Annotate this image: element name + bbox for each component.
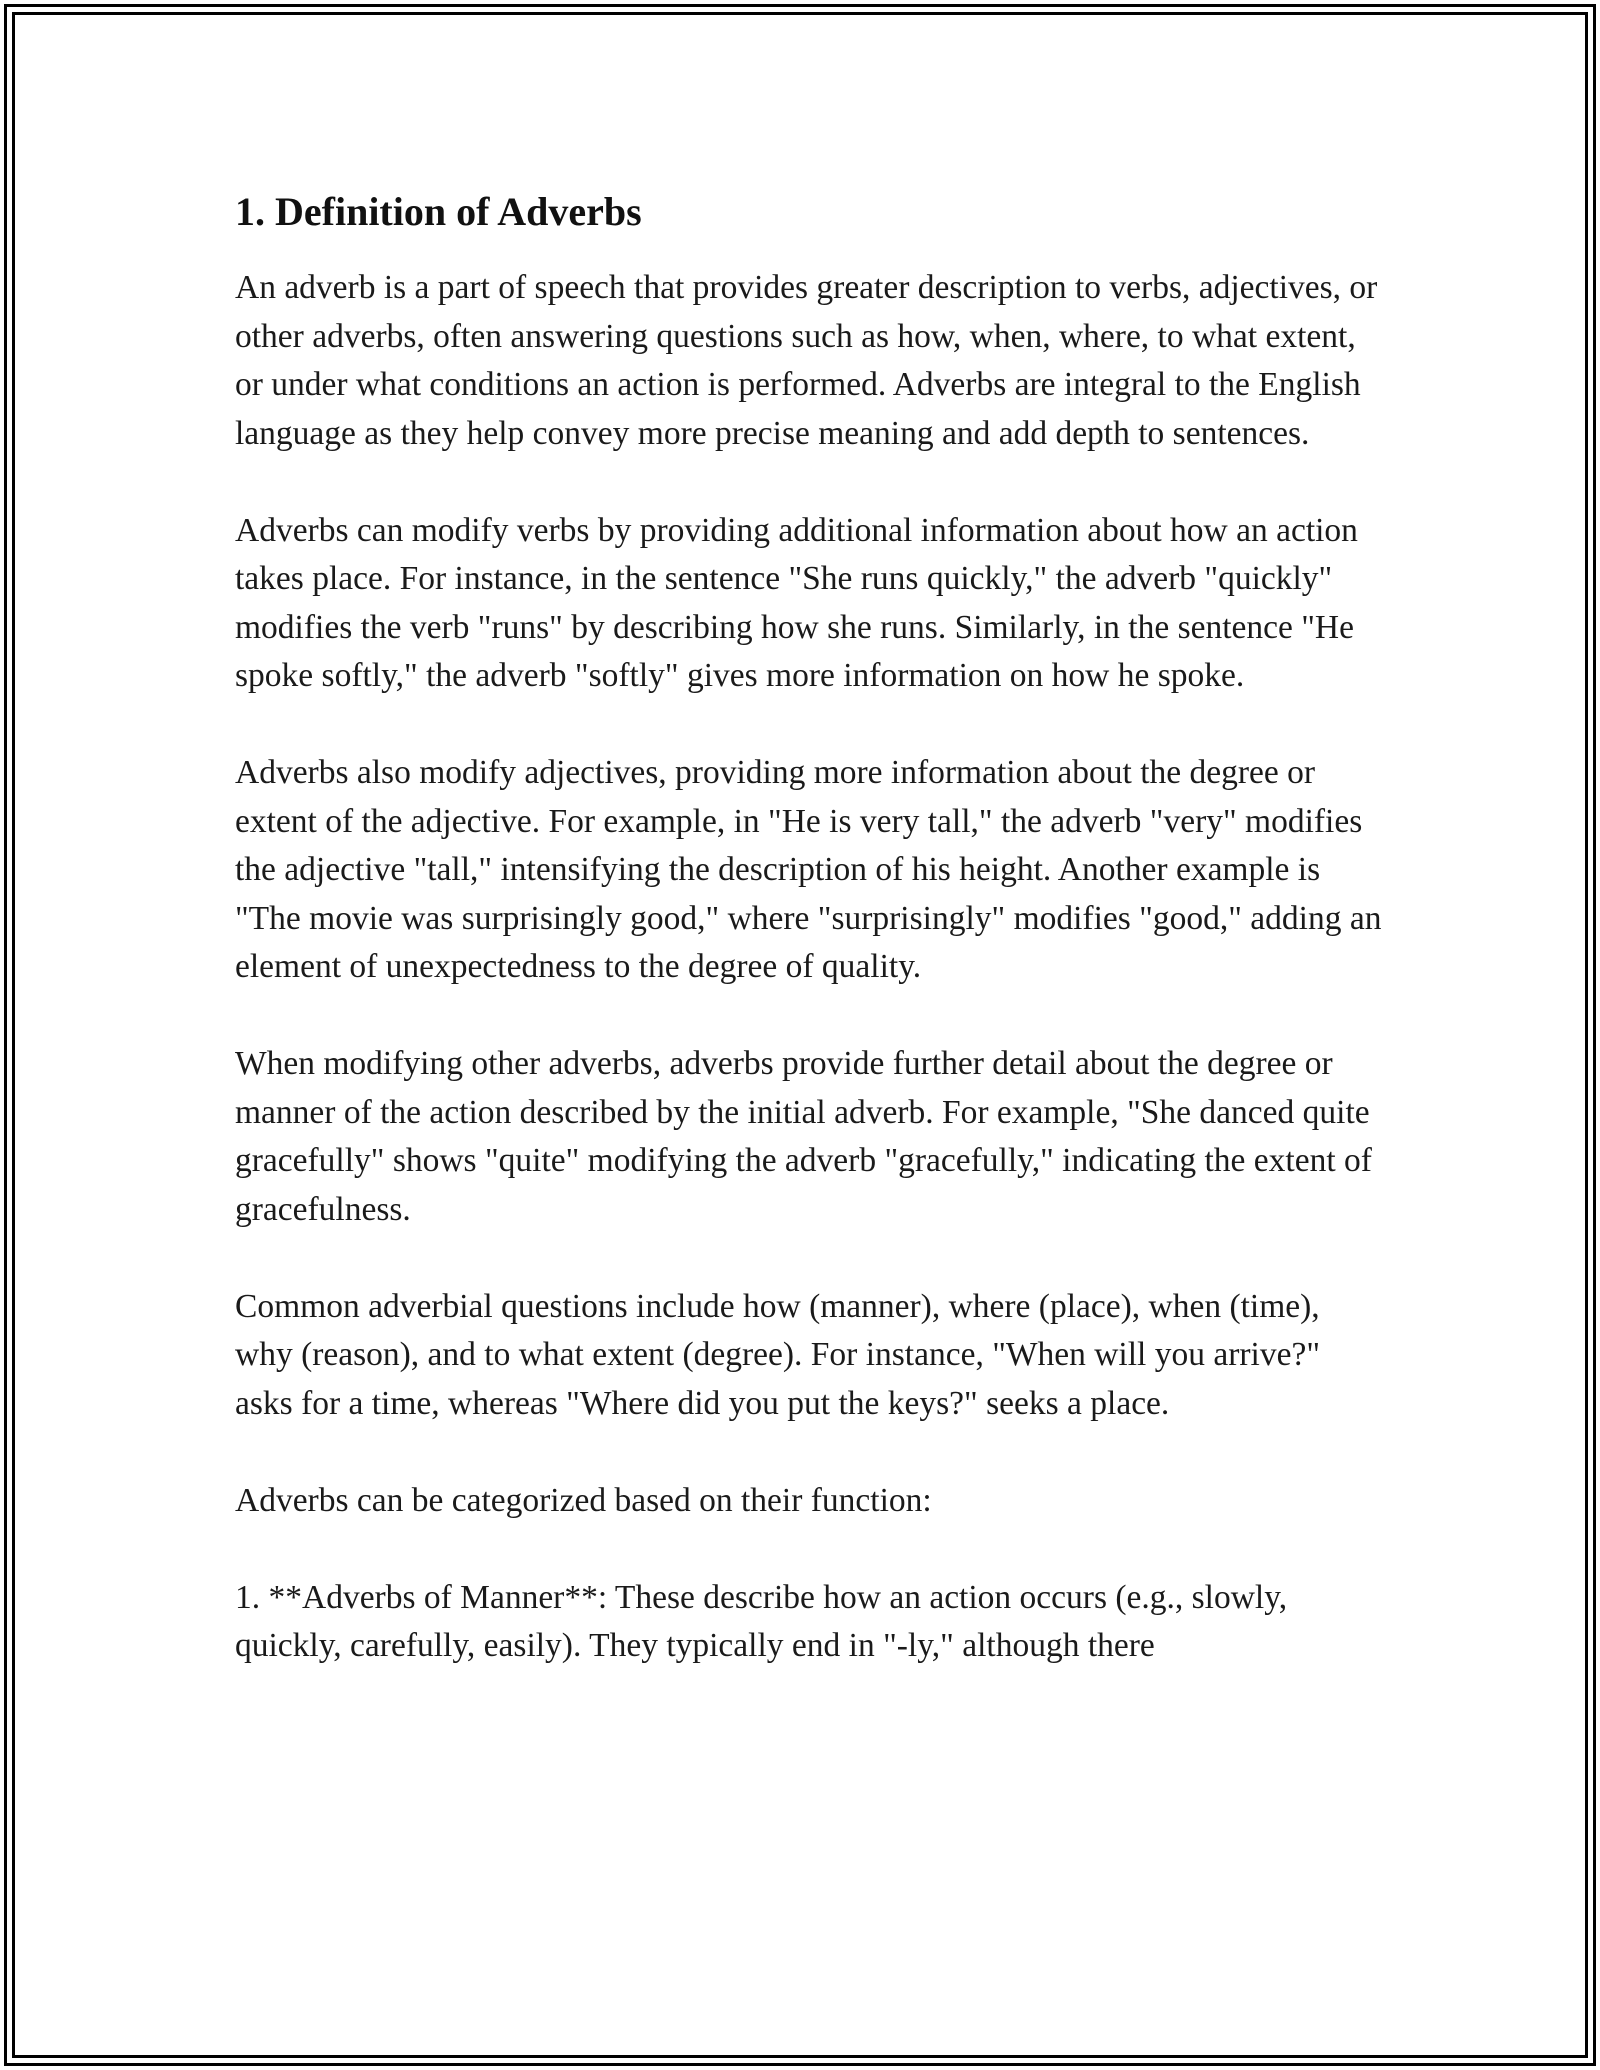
- paragraph-definition: An adverb is a part of speech that provides greater description to verbs, adjectives, or other adverbs, often answering questions such as how, when, where, to what extent, or under what conditions an action is performed. Adverbs are integral to the English language as they help convey more precise meaning and add depth to sentences.: [235, 269, 1378, 452]
- paragraph-categories-intro: Adverbs can be categorized based on their function:: [235, 1481, 932, 1519]
- paragraph-modify-verbs: Adverbs can modify verbs by providing additional information about how an action takes place. For instance, in the sentence "She runs quickly," the adverb "quickly" modifies the verb "runs" by describing how she runs. Similarly, in the sentence "He spoke softly," the adverb "softly" gives more information on how he spoke.: [235, 511, 1358, 694]
- paragraph-modify-adverbs: When modifying other adverbs, adverbs provide further detail about the degree or manner of the action described by the initial adverb. For example, "She danced quite gracefully" shows "quite" modifying the adverb "gracefully," indicating the extent of gracefulness.: [235, 1045, 1372, 1228]
- section-heading: 1. Definition of Adverbs: [235, 189, 642, 234]
- paragraph-adverbial-questions: Common adverbial questions include how (manner), where (place), when (time), why (reason), and to what extent (degree). For instance, "When will you arrive?" asks for a time, whereas "Where did you put the keys?" seeks a place.: [235, 1287, 1321, 1422]
- paragraph-modify-adjectives: Adverbs also modify adjectives, providing more information about the degree or extent of the adjective. For example, in "He is very tall," the adverb "very" modifies the adjective "tall," intensifying the description of his height. Another example is "The movie was surprisingly good," where "surprisingly" modifies "good," adding an element of unexpectedness to the degree of quality.: [235, 754, 1382, 985]
- document-body: [235, 186, 1385, 1719]
- paragraph-adverbs-of-manner: 1. **Adverbs of Manner**: These describe how an action occurs (e.g., slowly, quickly, carefully, easily). They typically end in "-ly," although there: [235, 1578, 1288, 1664]
